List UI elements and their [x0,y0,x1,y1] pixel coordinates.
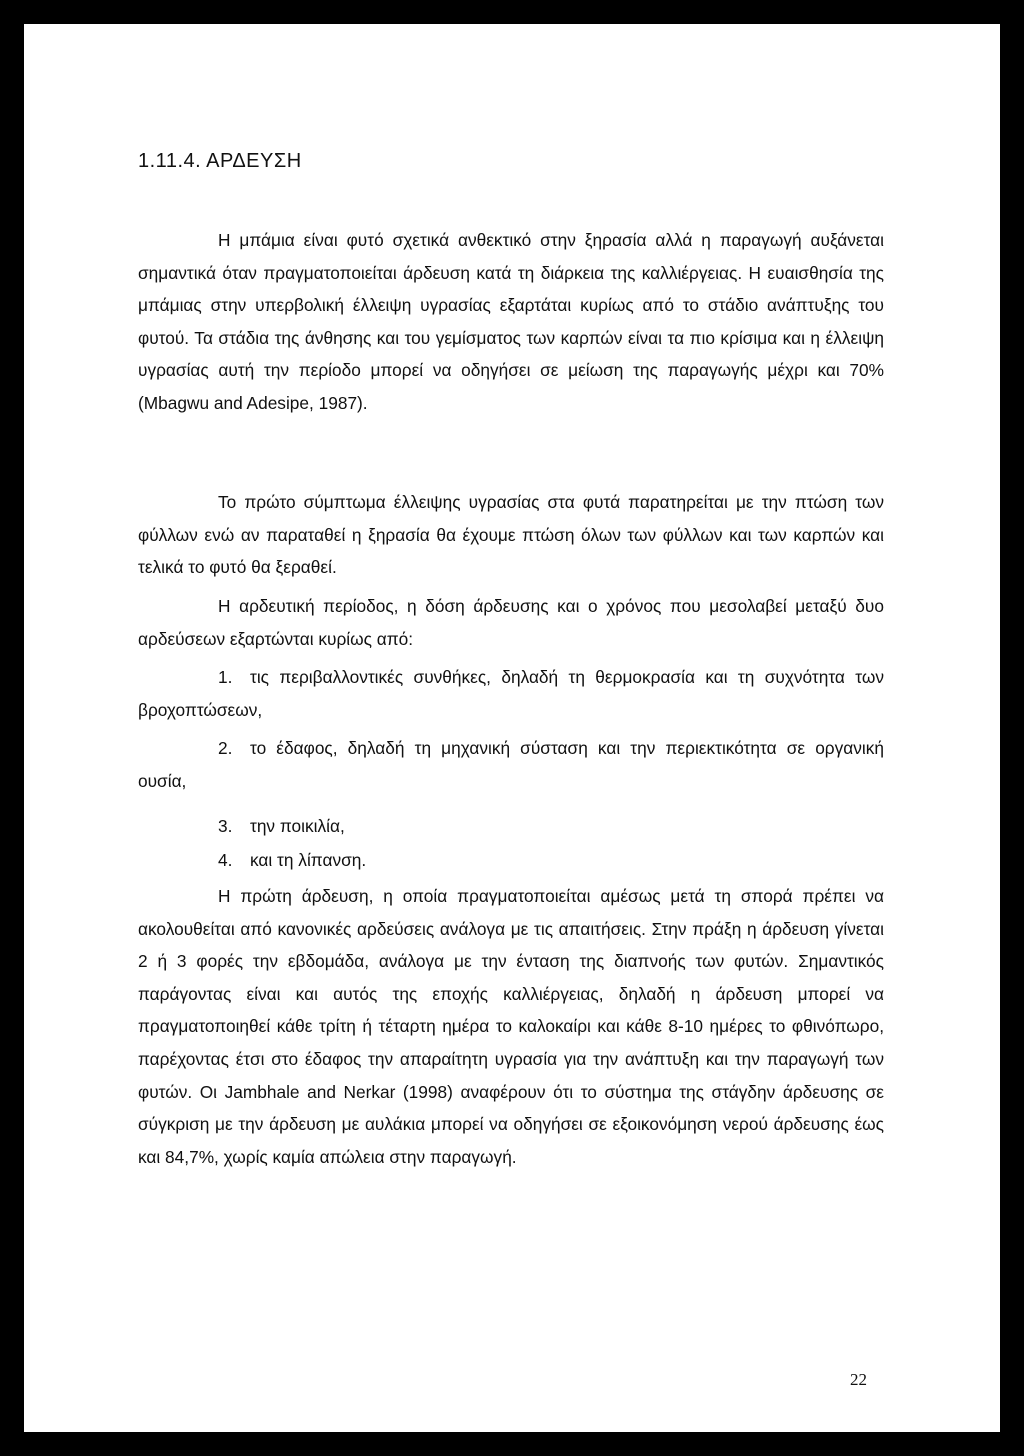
list-item [138,844,884,877]
list-item-text: τις περιβαλλοντικές συνθήκες, δηλαδή τη θερμοκρασία και τη συχνότητα των βροχοπτώσεων, [138,667,884,720]
list-item-number: 4. [218,850,233,870]
paragraph-intro: Η μπάμια είναι φυτό σχετικά ανθεκτικό στην ξηρασία αλλά η παραγωγή αυξάνεται σημαντικά όταν πραγματοποιείται άρδευση κατά τη διάρκεια της καλλιέργειας. Η ευαισθησία της μπάμιας στην υπερβολική έλλειψη υγρασίας εξαρτάται κυρίως από το στάδιο ανάπτυξης του φυτού. Τα στάδια της άνθησης και του γεμίσματος των καρπών είναι τα πιο κρίσιμα και η έλλειψη υγρασίας αυτή την περίοδο μπορεί να οδηγήσει σε μείωση της παραγωγής μέχρι και 70% (Mbagwu and Adesipe, 1987). [138,230,884,413]
list-item-text: και τη λίπανση. [250,850,367,870]
list-item [138,732,884,797]
list-item-number: 3. [218,816,233,836]
paragraph-irrigation-practice: Η πρώτη άρδευση, η οποία πραγματοποιείται αμέσως μετά τη σπορά πρέπει να ακολουθείται από κανονικές αρδεύσεις ανάλογα με τις απαιτήσεις. Στην πράξη η άρδευση γίνεται 2 ή 3 φορές την εβδομάδα, ανάλογα με την ένταση της διαπνοής των φυτών. Σημαντικός παράγοντας είναι και αυτός της εποχής καλλιέργειας, δηλαδή η άρδευση μπορεί να πραγματοποιηθεί κάθε τρίτη ή τέταρτη ημέρα το καλοκαίρι και κάθε 8-10 ημέρες το φθινόπωρο, παρέχοντας έτσι στο έδαφος την απαραίτητη υγρασία για την ανάπτυξη και την παραγωγή των φυτών. Οι Jambhale and Nerkar (1998) αναφέρουν ότι το σύστημα της στάγδην άρδευσης σε σύγκριση με την άρδευση με αυλάκια μπορεί να οδηγήσει σε εξοικονόμηση νερού άρδευσης έως και 84,7%, χωρίς καμία απώλεια στην παραγωγή. [138,886,884,1167]
list-item-number: 1. [218,667,233,687]
list-item-number: 2. [218,738,233,758]
list-item-text: την ποικιλία, [250,816,345,836]
list-item [138,661,884,726]
paragraph-symptoms: Το πρώτο σύμπτωμα έλλειψης υγρασίας στα φυτά παρατηρείται με την πτώση των φύλλων ενώ αν παραταθεί η ξηρασία θα έχουμε πτώση όλων των φύλλων και των καρπών και τελικά το φυτό θα ξεραθεί. [138,492,884,578]
list-item-text: το έδαφος, δηλαδή τη μηχανική σύσταση και την περιεκτικότητα σε οργανική ουσία, [138,738,884,791]
list-item [138,810,884,843]
paragraph-factors-intro: Η αρδευτική περίοδος, η δόση άρδευσης και ο χρόνος που μεσολαβεί μεταξύ δυο αρδεύσεων εξαρτώνται κυρίως από: [138,596,884,649]
section-heading: 1.11.4. ΑΡΔΕΥΣΗ [138,150,302,172]
document-page [24,24,1000,1432]
page-number: 22 [850,1370,867,1389]
